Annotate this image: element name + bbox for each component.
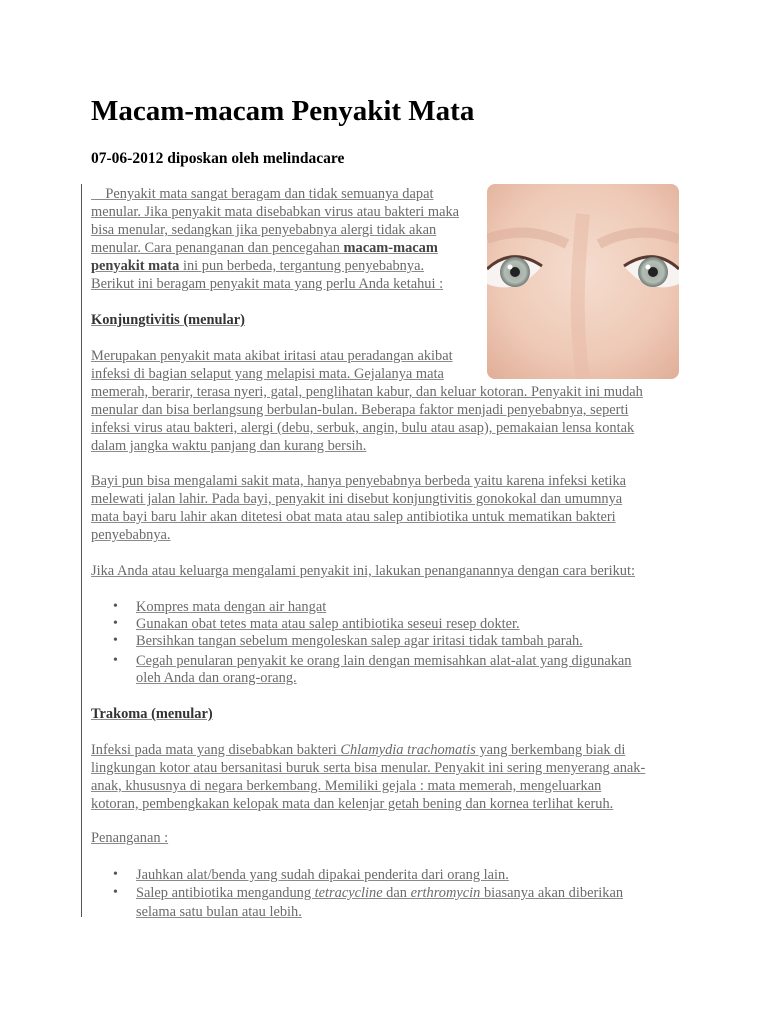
post-meta: 07-06-2012 diposkan oleh melindacare	[91, 150, 345, 167]
paragraph-line	[91, 741, 625, 759]
paragraph-line: lingkungan kotor atau bersanitasi buruk serta bisa menular. Penyakit ini sering menyerang anak-	[91, 760, 646, 776]
paragraph-line: anak, khususnya di negara berkembang. Memiliki gejala : mata memerah, mengeluarkan	[91, 778, 602, 794]
intro-line: Berikut ini beragam penyakit mata yang perlu Anda ketahui :	[91, 276, 444, 292]
drug-name: erthromycin	[410, 885, 481, 901]
bullet-icon: •	[113, 867, 118, 882]
paragraph-line: memerah, berarir, terasa nyeri, gatal, penglihatan kabur, dan keluar kotoran. Penyakit ini mudah	[91, 384, 643, 400]
bullet-icon: •	[113, 616, 118, 631]
intro-text: menular. Cara penanganan dan pencegahan	[91, 240, 344, 256]
document-title: Macam-macam Penyakit Mata	[91, 95, 475, 127]
paragraph-line: melewati jalan lahir. Pada bayi, penyakit ini disebut konjungtivitis gonokokal dan umumnya	[91, 491, 623, 507]
list-text: dan	[382, 885, 411, 901]
keyword-link[interactable]: macam-macam	[343, 240, 438, 256]
paragraph-text: yang berkembang biak di	[475, 742, 626, 758]
list-item: Cegah penularan penyakit ke orang lain dengan memisahkan alat-alat yang digunakan	[136, 653, 632, 669]
paragraph-line: menular dan bisa berlangsung berbulan-bulan. Beberapa faktor menjadi penyebabnya, seperti	[91, 402, 629, 418]
paragraph-line: infeksi di bagian selaput yang melapisi mata. Gejalanya mata	[91, 366, 444, 382]
margin-line	[81, 184, 82, 917]
bullet-icon: •	[113, 633, 118, 648]
paragraph-line: penyebabnya.	[91, 527, 171, 543]
penanganan-label: Penanganan :	[91, 830, 169, 846]
paragraph-line: dalam jangka waktu panjang dan kurang bersih.	[91, 438, 367, 454]
intro-text: ini pun berbeda, tergantung penyebabnya.	[179, 258, 425, 274]
drug-name: tetracycline	[314, 885, 383, 901]
paragraph-line: Merupakan penyakit mata akibat iritasi atau peradangan akibat	[91, 348, 453, 364]
list-text: biasanya akan diberikan	[480, 885, 624, 901]
intro-line	[91, 257, 424, 275]
paragraph-line: mata bayi baru lahir akan ditetesi obat mata atau salep antibiotika untuk mematikan bakteri	[91, 509, 616, 525]
list-item: Jauhkan alat/benda yang sudah dipakai penderita dari orang lain.	[136, 867, 509, 883]
keyword-link[interactable]: penyakit mata	[91, 258, 180, 274]
list-item: Gunakan obat tetes mata atau salep antibiotika seseui resep dokter.	[136, 616, 520, 632]
paragraph-line: Bayi pun bisa mengalami sakit mata, hanya penyebabnya berbeda yaitu karena infeksi ketika	[91, 473, 627, 489]
section-heading-trakoma: Trakoma (menular)	[91, 706, 213, 722]
species-name: Chlamydia trachomatis	[340, 742, 476, 758]
list-item-continued: selama satu bulan atau lebih.	[136, 904, 302, 920]
intro-line: bisa menular, sedangkan jika penyebabnya alergi tidak akan	[91, 222, 437, 238]
bullet-icon: •	[113, 599, 118, 614]
paragraph-line: Jika Anda atau keluarga mengalami penyakit ini, lakukan penanganannya dengan cara berikut:	[91, 563, 635, 579]
section-heading-konjungtivitis: Konjungtivitis (menular)	[91, 312, 245, 328]
list-text: Salep antibiotika mengandung	[136, 885, 315, 901]
paragraph-line: infeksi virus atau bakteri, alergi (debu, serbuk, angin, bulu atau asap), pemakaian lensa kontak	[91, 420, 635, 436]
list-item	[136, 884, 623, 902]
eyes-photo	[487, 184, 679, 379]
intro-line	[91, 239, 438, 257]
list-item: Bersihkan tangan sebelum mengoleskan salep agar iritasi tidak tambah parah.	[136, 633, 583, 649]
intro-line: menular. Jika penyakit mata disebabkan virus atau bakteri maka	[91, 204, 460, 220]
paragraph-line: kotoran, pembengkakan kelopak mata dan kelenjar getah bening dan kornea terlihat keruh.	[91, 796, 614, 812]
intro-line: Penyakit mata sangat beragam dan tidak semuanya dapat	[91, 186, 434, 202]
list-item: Kompres mata dengan air hangat	[136, 599, 327, 615]
paragraph-text: Infeksi pada mata yang disebabkan bakteri	[91, 742, 341, 758]
list-item-continued: oleh Anda dan orang-orang.	[136, 670, 297, 686]
bullet-icon: •	[113, 885, 118, 900]
bullet-icon: •	[113, 653, 118, 668]
